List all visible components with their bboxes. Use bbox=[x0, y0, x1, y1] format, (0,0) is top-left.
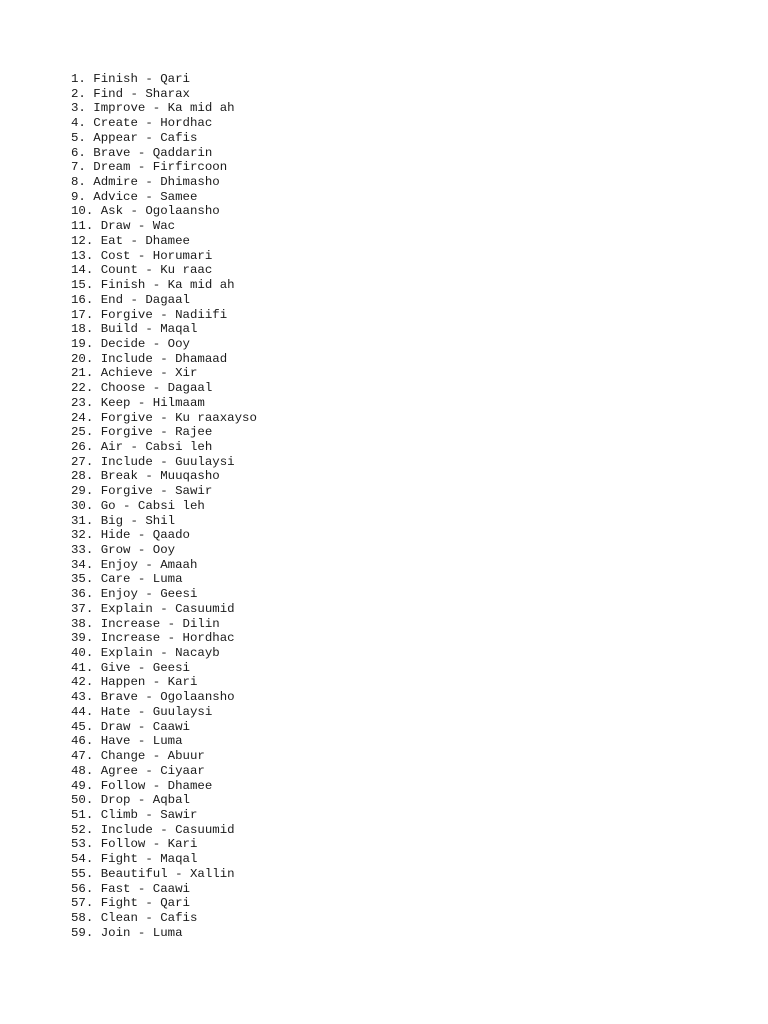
list-item: 40. Explain - Nacayb bbox=[71, 646, 220, 661]
list-item: 54. Fight - Maqal bbox=[71, 852, 198, 867]
list-item: 17. Forgive - Nadiifi bbox=[71, 307, 228, 322]
list-item: 19. Decide - Ooy bbox=[71, 336, 190, 351]
list-item: 6. Brave - Qaddarin bbox=[71, 145, 213, 160]
list-item: 3. Improve - Ka mid ah bbox=[71, 101, 235, 116]
list-item: 43. Brave - Ogolaansho bbox=[71, 690, 235, 705]
list-item: 31. Big - Shil bbox=[71, 513, 176, 528]
list-item: 48. Agree - Ciyaar bbox=[71, 763, 205, 778]
list-item: 26. Air - Cabsi leh bbox=[71, 439, 213, 454]
list-item: 32. Hide - Qaado bbox=[71, 528, 190, 543]
list-item: 56. Fast - Caawi bbox=[71, 881, 190, 896]
vocabulary-list bbox=[71, 72, 257, 940]
list-item: 4. Create - Hordhac bbox=[71, 116, 213, 131]
list-item: 27. Include - Guulaysi bbox=[71, 454, 235, 469]
list-item: 11. Draw - Wac bbox=[71, 219, 176, 234]
list-item: 57. Fight - Qari bbox=[71, 896, 190, 911]
list-item: 39. Increase - Hordhac bbox=[71, 631, 235, 646]
list-item: 35. Care - Luma bbox=[71, 572, 183, 587]
list-item: 7. Dream - Firfircoon bbox=[71, 160, 228, 175]
list-item: 22. Choose - Dagaal bbox=[71, 381, 213, 396]
list-item: 1. Finish - Qari bbox=[71, 72, 190, 86]
list-item: 46. Have - Luma bbox=[71, 734, 183, 749]
list-item: 47. Change - Abuur bbox=[71, 749, 205, 764]
list-item: 33. Grow - Ooy bbox=[71, 543, 176, 557]
list-item: 52. Include - Casuumid bbox=[71, 822, 235, 837]
list-item: 13. Cost - Horumari bbox=[71, 248, 213, 263]
list-item: 55. Beautiful - Xallin bbox=[71, 866, 235, 881]
list-item: 23. Keep - Hilmaam bbox=[71, 395, 205, 410]
list-item: 15. Finish - Ka mid ah bbox=[71, 278, 235, 293]
list-item: 9. Advice - Samee bbox=[71, 189, 198, 204]
list-item: 12. Eat - Dhamee bbox=[71, 233, 190, 248]
list-item: 49. Follow - Dhamee bbox=[71, 778, 213, 793]
list-item: 44. Hate - Guulaysi bbox=[71, 704, 213, 719]
list-item: 25. Forgive - Rajee bbox=[71, 425, 213, 440]
list-item: 37. Explain - Casuumid bbox=[71, 601, 235, 616]
list-item: 36. Enjoy - Geesi bbox=[71, 587, 198, 602]
list-item: 58. Clean - Cafis bbox=[71, 910, 198, 925]
list-item: 8. Admire - Dhimasho bbox=[71, 175, 220, 190]
list-item: 21. Achieve - Xir bbox=[71, 366, 198, 381]
list-item: 42. Happen - Kari bbox=[71, 675, 198, 690]
list-item: 29. Forgive - Sawir bbox=[71, 484, 213, 499]
list-item: 10. Ask - Ogolaansho bbox=[71, 204, 220, 219]
list-item: 38. Increase - Dilin bbox=[71, 616, 220, 631]
list-item: 24. Forgive - Ku raaxayso bbox=[71, 410, 257, 425]
list-item: 45. Draw - Caawi bbox=[71, 719, 190, 734]
list-item: 51. Climb - Sawir bbox=[71, 807, 198, 822]
list-item: 18. Build - Maqal bbox=[71, 322, 198, 337]
list-item: 2. Find - Sharax bbox=[71, 86, 190, 101]
list-item: 59. Join - Luma bbox=[71, 925, 183, 940]
list-item: 34. Enjoy - Amaah bbox=[71, 557, 198, 572]
list-item: 16. End - Dagaal bbox=[71, 292, 190, 307]
list-item: 28. Break - Muuqasho bbox=[71, 469, 220, 484]
list-item: 53. Follow - Kari bbox=[71, 837, 198, 852]
list-item: 20. Include - Dhamaad bbox=[71, 351, 228, 366]
list-item: 41. Give - Geesi bbox=[71, 660, 190, 675]
list-item: 14. Count - Ku raac bbox=[71, 263, 213, 278]
list-item: 50. Drop - Aqbal bbox=[71, 793, 190, 808]
list-item: 5. Appear - Cafis bbox=[71, 130, 198, 145]
list-item: 30. Go - Cabsi leh bbox=[71, 498, 205, 513]
